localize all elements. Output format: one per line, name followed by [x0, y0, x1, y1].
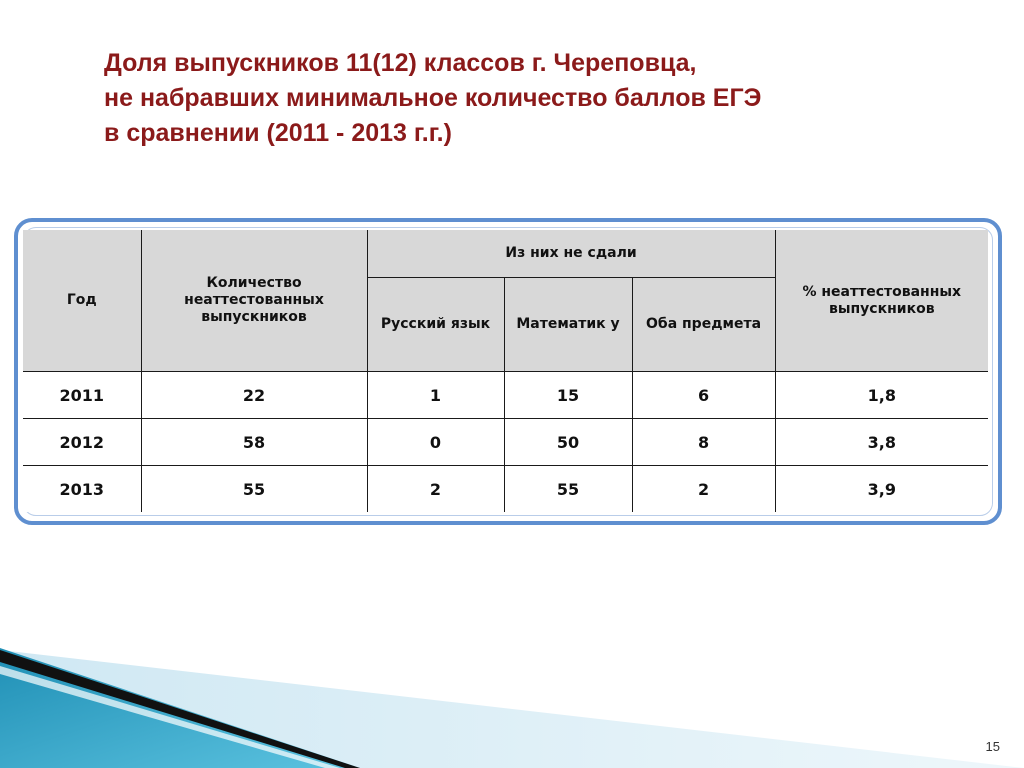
cell-count: 58	[141, 419, 367, 466]
cell-percent: 1,8	[775, 372, 988, 419]
header-russian: Русский язык	[367, 278, 504, 372]
header-percent: % неаттестованных выпускников	[775, 230, 988, 372]
cell-russian: 1	[367, 372, 504, 419]
table-row	[23, 419, 988, 466]
header-math: Математик у	[504, 278, 632, 372]
cell-both: 6	[632, 372, 775, 419]
header-both: Оба предмета	[632, 278, 775, 372]
header-year: Год	[23, 230, 141, 372]
cell-year: 2012	[23, 419, 141, 466]
table-row	[23, 466, 988, 513]
cell-year: 2011	[23, 372, 141, 419]
cell-math: 55	[504, 466, 632, 513]
cell-math: 50	[504, 419, 632, 466]
cell-russian: 0	[367, 419, 504, 466]
slide-title	[104, 46, 924, 151]
cell-percent: 3,9	[775, 466, 988, 513]
cell-russian: 2	[367, 466, 504, 513]
slide-title-line-1: Доля выпускников 11(12) классов г. Череповца,	[104, 49, 697, 77]
cell-math: 15	[504, 372, 632, 419]
slide-title-line-2: не набравших минимальное количество баллов ЕГЭ	[104, 84, 762, 112]
slide-title-line-3: в сравнении (2011 - 2013 г.г.)	[104, 119, 452, 147]
cell-percent: 3,8	[775, 419, 988, 466]
cell-count: 55	[141, 466, 367, 513]
cell-both: 2	[632, 466, 775, 513]
page-number: 15	[985, 739, 1000, 754]
cell-both: 8	[632, 419, 775, 466]
header-failed-group: Из них не сдали	[367, 230, 775, 278]
header-count: Количество неаттестованных выпускников	[141, 230, 367, 372]
decorative-wave-graphic	[0, 600, 1024, 768]
cell-year: 2013	[23, 466, 141, 513]
table-row	[23, 372, 988, 419]
cell-count: 22	[141, 372, 367, 419]
results-table	[23, 230, 988, 512]
